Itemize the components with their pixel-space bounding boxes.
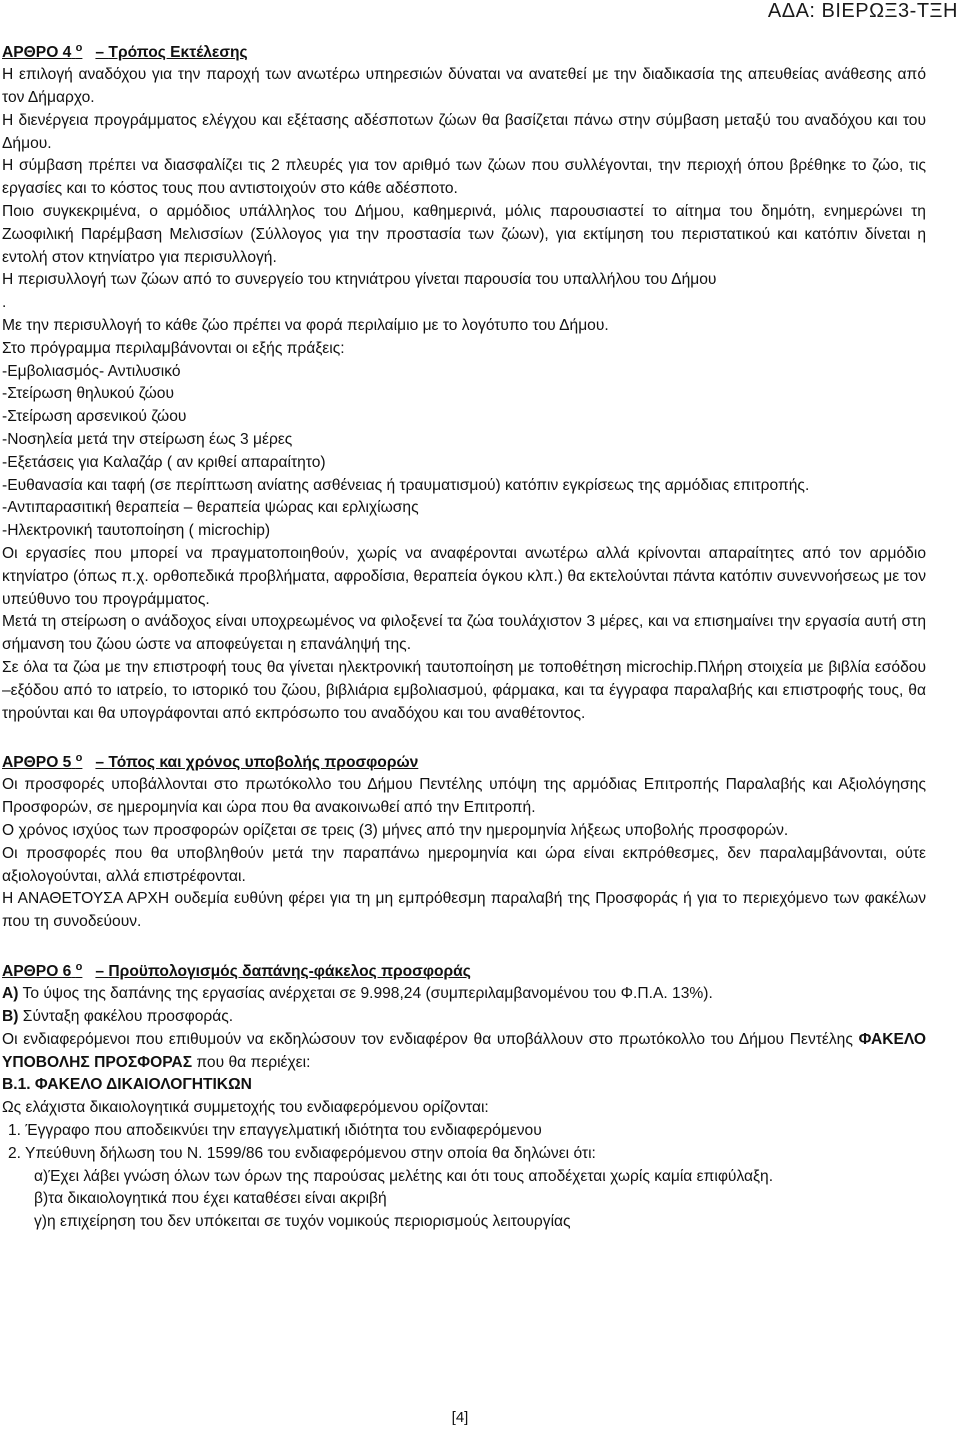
article-4-paragraph: Η διενέργεια προγράμματος ελέγχου και εξέτασης αδέσποτων ζώων θα βασίζεται πάνω στην σύμβαση μεταξύ του αναδόχου και του Δήμου. (2, 111, 926, 152)
article-5-paragraph: Η ΑΝΑΘΕΤΟΥΣΑ ΑΡΧΗ ουδεμία ευθύνη φέρει για τη μη εμπρόθεσμη παραλαβή της Προσφοράς ή για το περιεχόμενο των φακέλων που τη συνοδεύουν. (2, 890, 926, 931)
submission-text-end: που θα περιέχει: (192, 1053, 311, 1071)
program-item: -Ευθανασία και ταφή (σε περίπτωση ανίατης ασθένειας ή τραυματισμού) κατόπιν εγκρίσεως της αρμόδιας επιτροπής. (2, 476, 810, 494)
program-item: -Εμβολιασμός- Αντιλυσικό (2, 362, 181, 380)
program-item: -Στείρωση θηλυκού ζώου (2, 385, 174, 403)
article-4-paragraph: Μετά τη στείρωση ο ανάδοχος είναι υποχρεωμένος να φιλοξενεί τα ζώα τουλάχιστον 3 μέρες, και να επισημαίνει την εργασία αυτή στη σήμανση του ζώου ώστε να αποφεύγεται η επανάληψή της. (2, 613, 926, 654)
declaration-item (2, 1166, 926, 1189)
article-6-sup: ο (75, 961, 83, 974)
article-4-paragraph: Η επιλογή αναδόχου για την παροχή των ανωτέρω υπηρεσιών δύναται να ανατεθεί με την διαδικασία της απευθείας ανάθεσης από τον Δήμαρχο. (2, 66, 926, 106)
article-4-paragraph: Η περισυλλογή των ζώων από το συνεργείο του κτηνιάτρου γίνεται παρουσία του υπαλλήλου του Δήμου (2, 271, 717, 289)
section-b-label: Β) (2, 1008, 19, 1026)
declaration-item-c: γ)η επιχείρηση του δεν υπόκειται σε τυχόν νομικούς περιορισμούς λειτουργίας (34, 1213, 571, 1231)
article-4-paragraph: Οι εργασίες που μπορεί να πραγματοποιηθούν, χωρίς να αναφέρονται ανωτέρω αλλά κρίνονται απαραίτητες από τον αρμόδιο κτηνίατρο (όπως π.χ. ορθοπεδικά προβλήματα, αφροδίσια, θεραπεία όγκου κλπ.) θα εκτελούνται πάντα κατόπιν συνεννοήσεως με τον υπεύθυνο του προγράμματος. (2, 544, 926, 608)
budget-text: Το ύψος της δαπάνης της εργασίας ανέρχεται σε 9.998,24 (συμπεριλαμβανομένου του Φ.Π.Α. 13%). (18, 985, 713, 1003)
article-6-heading: ΑΡΘΡΟ 6 $^o$ – Προϋπολογισμός δαπάνης-φάκελος προσφοράς (2, 961, 471, 981)
article-4-label: ΑΡΘΡΟ 4 (2, 44, 72, 62)
program-item: -Αντιπαρασιτική θεραπεία – θεραπεία ψώρας και ερλιχίωσης (2, 499, 419, 517)
article-4-title: Τρόπος Εκτέλεσης (108, 44, 248, 62)
article-5-paragraph: Οι προσφορές που θα υποβληθούν μετά την παραπάνω ημερομηνία και ώρα είναι εκπρόθεσμες, δεν παραλαμβάνονται, ούτε αξιολογούνται, αλλά επιστρέφονται. (2, 844, 926, 885)
required-doc-item: 1. Έγγραφο που αποδεικνύει την επαγγελματική ιδιότητα του ενδιαφερόμενου (8, 1122, 542, 1140)
article-5-sup: ο (75, 752, 83, 765)
article-4-paragraph: Στο πρόγραμμα περιλαμβάνονται οι εξής πράξεις: (2, 339, 345, 357)
submission-paragraph (2, 1029, 926, 1075)
program-item: -Στείρωση αρσενικού ζώου (2, 408, 187, 426)
offer-folder-text: Σύνταξη φακέλου προσφοράς. (18, 1008, 234, 1026)
article-4-paragraph: Με την περισυλλογή το κάθε ζώο πρέπει να φορά περιλαίμιο με το λογότυπο του Δήμου. (2, 316, 609, 334)
program-item: -Ηλεκτρονική ταυτοποίηση ( microchip) (2, 522, 271, 540)
article-4-paragraph: Ποιο συγκεκριμένα, ο αρμόδιος υπάλληλος του Δήμου, καθημερινά, μόλις παρουσιαστεί το αίτημα του δημότη, ενημερώνει τη Ζωοφιλική Παρέμβαση Μελισσίων (Σύλλογος για την προστασία των ζώων), για εκτίμηση του περιστατικού και κατόπιν δίνεται η εντολή στον κτηνίατρο για περισυλλογή. (2, 202, 926, 266)
article-4-sup: ο (75, 42, 83, 54)
b1-heading: Β.1. ΦΑΚΕΛΟ ΔΙΚΑΙΟΛΟΓΗΤΙΚΩΝ (2, 1076, 252, 1094)
article-6-label: ΑΡΘΡΟ 6 (2, 963, 72, 981)
declaration-item-a: α)Έχει λάβει γνώση όλων των όρων της παρούσας μελέτης και ότι τους αποδέχεται χωρίς καμία επιφύλαξη. (34, 1167, 774, 1185)
required-doc-item: 2. Υπεύθυνη δήλωση του Ν. 1599/86 του ενδιαφερόμενου στην οποία θα δηλώνει ότι: (8, 1144, 596, 1162)
article-5-heading: ΑΡΘΡΟ 5 $^o$ – Τόπος και χρόνος υποβολής προσφορών (2, 752, 419, 772)
declaration-item-b: β)τα δικαιολογητικά που έχει καταθέσει είναι ακριβή (34, 1190, 387, 1208)
section-a-label: Α) (2, 985, 19, 1003)
article-5-title: Τόπος και χρόνος υποβολής προσφορών (108, 754, 419, 772)
program-item: -Νοσηλεία μετά την στείρωση έως 3 μέρες (2, 430, 293, 448)
b1-intro: Ως ελάχιστα δικαιολογητικά συμμετοχής του ενδιαφερόμενου ορίζονται: (2, 1099, 489, 1117)
article-5-label: ΑΡΘΡΟ 5 (2, 754, 72, 772)
budget-paragraph (2, 983, 926, 1006)
offer-folder-paragraph (2, 1006, 926, 1029)
submission-folder-bold: ΦΑΚΕΛΟ ΥΠΟΒΟΛΗΣ ΠΡΟΣΦΟΡΑΣ (2, 1030, 926, 1071)
ada-code: ΑΔΑ: ΒΙΕΡΩΞ3-ΤΞΗ (767, 0, 958, 22)
article-4-heading: ΑΡΘΡΟ 4 $^o$ – Τρόπος Εκτέλεσης (2, 42, 248, 62)
article-4-paragraph: Η σύμβαση πρέπει να διασφαλίζει τις 2 πλευρές για τον αριθμό των ζώων που συλλέγονται, την περιοχή όπου βρέθηκε το ζώο, τις εργασίες και το κόστος τους που αντιστοιχούν στο κάθε αδέσποτο. (2, 157, 926, 198)
article-5-paragraph: Ο χρόνος ισχύος των προσφορών ορίζεται σε τρεις (3) μήνες από την ημερομηνία λήξεως υποβολής προσφορών. (2, 822, 789, 840)
article-5-paragraph: Οι προσφορές υποβάλλονται στο πρωτόκολλο του Δήμου Πεντέλης υπόψη της αρμόδιας Επιτροπής Παραλαβής και Αξιολόγησης Προσφορών, σε ημερομηνία και ώρα που θα ανακοινωθεί από την Επιτροπή. (2, 776, 926, 817)
program-item: -Εξετάσεις για Καλαζάρ ( αν κριθεί απαραίτητο) (2, 453, 326, 471)
article-4-paragraph: . (2, 294, 7, 312)
article-4-paragraph: Σε όλα τα ζώα με την επιστροφή τους θα γίνεται ηλεκτρονική ταυτοποίηση με τοποθέτηση microchip.Πλήρη στοιχεία με βιβλία εσόδου –εξόδου από το ιατρείο, το ιστορικό του ζώου, βιβλιάρια εμβολιασμού, φάρμακα, και τα έγγραφα παραλαβής και επιστροφής τους, θα τηρούνται και θα υπογράφονται από εκπρόσωπο του αναδόχου και του αναθέτοντος. (2, 658, 926, 722)
page-number: [4] (451, 1409, 469, 1426)
submission-text: Οι ενδιαφερόμενοι που επιθυμούν να εκδηλώσουν τον ενδιαφέρον θα υποβάλλουν στο πρωτόκολλο του Δήμου Πεντέλης (2, 1030, 859, 1048)
document-body (2, 37, 926, 1234)
article-6-title: Προϋπολογισμός δαπάνης-φάκελος προσφοράς (108, 963, 471, 981)
